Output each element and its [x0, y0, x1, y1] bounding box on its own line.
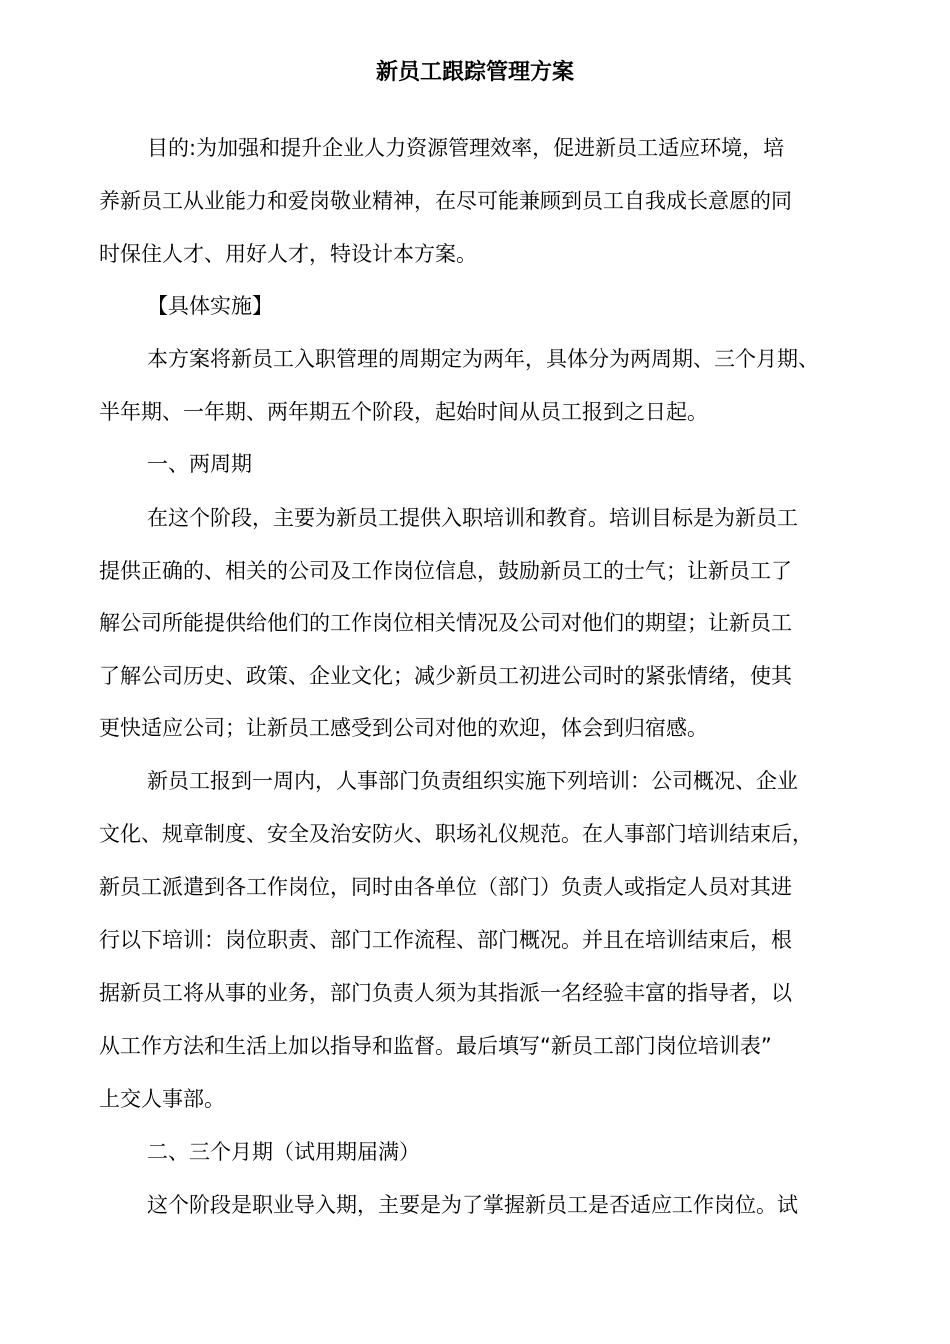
section1-para1-line-4: 了解公司历史、政策、企业文化；减少新员工初进公司时的紧张情绪，使其: [99, 664, 792, 688]
document-title: 新员工跟踪管理方案: [375, 60, 574, 85]
section1-para2-line-2: 文化、规章制度、安全及治安防火、职场礼仪规范。在人事部门培训结束后，: [99, 822, 813, 846]
section1-para1-line-3: 解公司所能提供给他们的工作岗位相关情况及公司对他们的期望；让新员工: [99, 611, 792, 635]
section2-para1-line-1: 这个阶段是职业导入期，主要是为了掌握新员工是否适应工作岗位。试: [147, 1193, 798, 1217]
purpose-line-2: 养新员工从业能力和爱岗敬业精神，在尽可能兼顾到员工自我成长意愿的同: [99, 189, 792, 213]
section1-para2-line-6: 从工作方法和生活上加以指导和监督。最后填写“新员工部门岗位培训表”: [99, 1034, 772, 1058]
section1-para2-line-1: 新员工报到一周内，人事部门负责组织实施下列培训：公司概况、企业: [147, 769, 798, 793]
section1-para2-line-4: 行以下培训：岗位职责、部门工作流程、部门概况。并且在培训结束后，根: [99, 928, 792, 952]
section1-para2-line-3: 新员工派遣到各工作岗位，同时由各单位（部门）负责人或指定人员对其进: [99, 875, 792, 899]
section1-heading: 一、两周期: [147, 452, 252, 476]
section1-para1-line-5: 更快适应公司；让新员工感受到公司对他的欢迎，体会到归宿感。: [99, 716, 708, 740]
section1-para2-line-7: 上交人事部。: [99, 1087, 225, 1111]
section2-heading: 二、三个月期（试用期届满）: [147, 1140, 420, 1164]
implementation-heading: 【具体实施】: [147, 294, 273, 318]
section1-para1-line-1: 在这个阶段，主要为新员工提供入职培训和教育。培训目标是为新员工: [147, 506, 798, 530]
purpose-line-3: 时保住人才、用好人才，特设计本方案。: [99, 242, 477, 266]
overview-line-2: 半年期、一年期、两年期五个阶段，起始时间从员工报到之日起。: [99, 400, 708, 424]
overview-line-1: 本方案将新员工入职管理的周期定为两年，具体分为两周期、三个月期、: [147, 347, 819, 371]
section1-para2-line-5: 据新员工将从事的业务，部门负责人须为其指派一名经验丰富的指导者，以: [99, 981, 792, 1005]
section1-para1-line-2: 提供正确的、相关的公司及工作岗位信息，鼓励新员工的士气；让新员工了: [99, 559, 792, 583]
purpose-line-1: 目的:为加强和提升企业人力资源管理效率，促进新员工适应环境，培: [147, 136, 785, 160]
